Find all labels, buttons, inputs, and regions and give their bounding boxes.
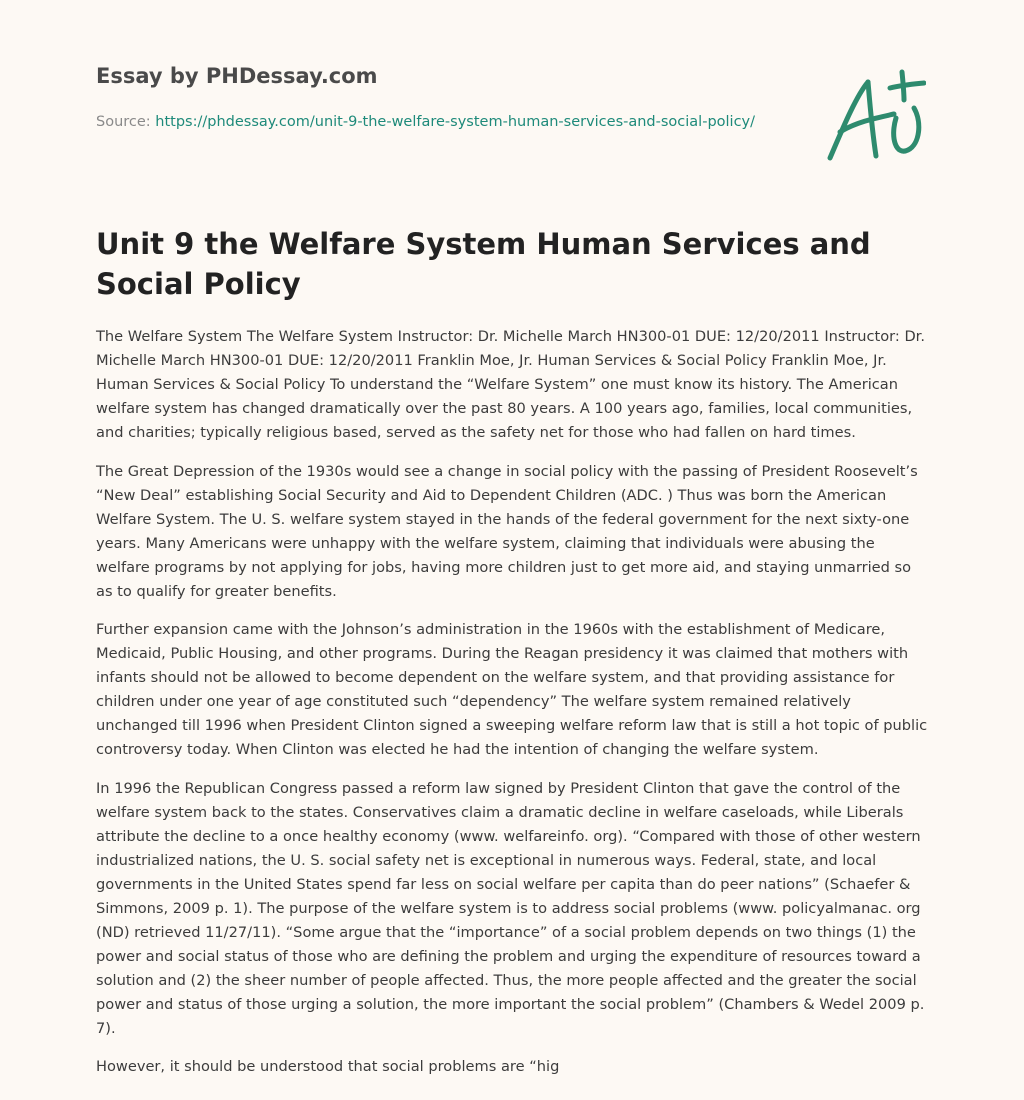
essay-paragraph: In 1996 the Republican Congress passed a reform law signed by President Clinton that gave the control of the welfare system back to the states. Conservatives claim a dramatic decline in welfare caseloads, while Liberals attribute the decline to a once healthy economy (www. welfareinfo. org). “Compared with those of other western industrialized nations, the U. S. social safety net is exceptional in numerous ways. Federal, state, and local governments in the United States spend far less on social welfare per capita than do peer nations” (Schaefer & Simmons, 2009 p. 1). The purpose of the welfare system is to address social problems (www. policyalmanac. org (ND) retrieved 11/27/11). “Some argue that the “importance” of a social problem depends on two things (1) the power and social status of those who are defining the problem and urging the expenditure of resources toward a solution and (2) the sheer number of people affected. Thus, the more people affected and the greater the social power and status of those urging a solution, the more important the social problem” (Chambers & Wedel 2009 p. 7). bbox=[96, 779, 925, 1037]
essay-paragraph: The Great Depression of the 1930s would see a change in social policy with the passing of President Roosevelt’s “New Deal” establishing Social Security and Aid to Dependent Children (ADC. ) Thus was born the American Welfare System. The U. S. welfare system stayed in the hands of the federal government for the next sixty-one years. Many Americans were unhappy with the welfare system, claiming that individuals were abusing the welfare programs by not applying for jobs, having more children just to get more aid, and staying unmarried so as to qualify for greater benefits. bbox=[96, 462, 918, 600]
source-link[interactable]: https://phdessay.com/unit-9-the-welfare-system-human-services-and-social-policy/ bbox=[155, 114, 756, 130]
site-brand: Essay by PHDessay.com bbox=[96, 64, 378, 88]
source-line bbox=[96, 111, 756, 133]
essay-title: Unit 9 the Welfare System Human Services and Social Policy bbox=[96, 227, 871, 301]
essay-body bbox=[96, 325, 932, 1094]
essay-paragraph: Further expansion came with the Johnson’s administration in the 1960s with the establishment of Medicare, Medicaid, Public Housing, and other programs. During the Reagan presidency it was claimed that mothers with infants should not be allowed to become dependent on the welfare system, and that providing assistance for children under one year of age constituted such “dependency” The welfare system remained relatively unchanged till 1996 when President Clinton signed a sweeping welfare reform law that is still a hot topic of public controversy today. When Clinton was elected he had the intention of changing the welfare system. bbox=[96, 621, 928, 758]
source-label: Source: bbox=[96, 114, 156, 130]
a-plus-grade-icon bbox=[822, 68, 926, 164]
essay-paragraph: However, it should be understood that social problems are “hig bbox=[96, 1058, 560, 1075]
essay-paragraph: The Welfare System The Welfare System Instructor: Dr. Michelle March HN300-01 DUE: 12/20/2011 Instructor: Dr. Michelle March HN300-01 DUE: 12/20/2011 Franklin Moe, Jr. Human Services & Social Policy Franklin Moe, Jr. Human Services & Social Policy To understand the “Welfare System” one must know its history. The American welfare system has changed dramatically over the past 80 years. A 100 years ago, families, local communities, and charities; typically religious based, served as the safety net for those who had fallen on hard times. bbox=[96, 328, 925, 441]
